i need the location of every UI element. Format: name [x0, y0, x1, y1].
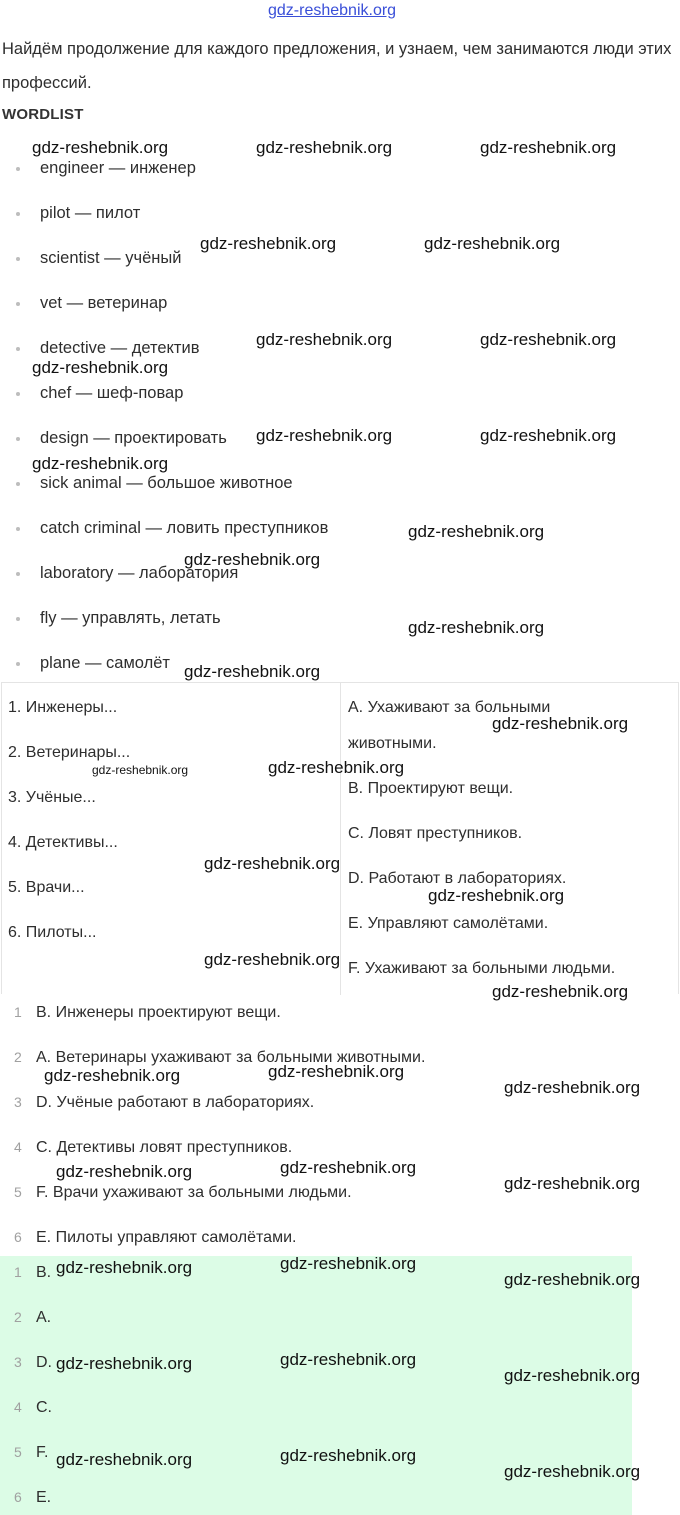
watermark: gdz-reshebnik.org — [204, 854, 341, 873]
watermark: gdz-reshebnik.org — [504, 1270, 641, 1289]
wordlist-item: chef — шеф-повар — [16, 384, 183, 403]
watermark-top-link[interactable]: gdz-reshebnik.org — [268, 2, 397, 19]
answer-row: 5 F. — [14, 1444, 49, 1461]
match-right-item: F. Ухаживают за больными людьми. — [348, 960, 616, 977]
watermark: gdz-reshebnik.org — [268, 758, 405, 777]
bullet-icon — [16, 212, 20, 216]
watermark: gdz-reshebnik.org — [280, 1446, 417, 1465]
bullet-icon — [16, 257, 20, 261]
watermark: gdz-reshebnik.org — [92, 763, 189, 777]
watermark: gdz-reshebnik.org — [480, 330, 617, 349]
watermark: gdz-reshebnik.org — [256, 138, 393, 157]
bullet-icon — [16, 437, 20, 441]
watermark: gdz-reshebnik.org — [256, 426, 393, 445]
watermark: gdz-reshebnik.org — [480, 138, 617, 157]
match-right-item: B. Проектируют вещи. — [348, 780, 514, 797]
sentence-row: 1 B. Инженеры проектируют вещи. — [14, 1004, 281, 1021]
match-right-item: животными. — [348, 735, 437, 752]
watermark: gdz-reshebnik.org — [200, 234, 337, 253]
wordlist-item: sick animal — большое животное — [16, 474, 293, 493]
watermark: gdz-reshebnik.org — [428, 886, 565, 905]
bullet-icon — [16, 617, 20, 621]
watermark: gdz-reshebnik.org — [492, 714, 629, 733]
answer-row: 3 D. — [14, 1354, 52, 1371]
wordlist-item: vet — ветеринар — [16, 294, 167, 313]
watermark: gdz-reshebnik.org — [280, 1254, 417, 1273]
bullet-icon — [16, 167, 20, 171]
wordlist-item: fly — управлять, летать — [16, 609, 221, 628]
watermark: gdz-reshebnik.org — [56, 1162, 193, 1181]
watermark: gdz-reshebnik.org — [480, 426, 617, 445]
sentence-row: 2 A. Ветеринары ухаживают за больными животными. — [14, 1049, 426, 1066]
watermark: gdz-reshebnik.org — [280, 1158, 417, 1177]
wordlist-item: scientist — учёный — [16, 249, 181, 268]
watermark: gdz-reshebnik.org — [184, 662, 321, 681]
bullet-icon — [16, 572, 20, 576]
answer-row: 4 C. — [14, 1399, 52, 1416]
bullet-icon — [16, 482, 20, 486]
match-right-item: D. Работают в лабораториях. — [348, 870, 567, 887]
match-right-item: E. Управляют самолётами. — [348, 915, 549, 932]
bullet-icon — [16, 662, 20, 666]
watermark: gdz-reshebnik.org — [56, 1450, 193, 1469]
match-left-item: 2. Ветеринары... — [8, 744, 131, 761]
wordlist-item: catch criminal — ловить преступников — [16, 519, 328, 538]
watermark: gdz-reshebnik.org — [32, 138, 169, 157]
watermark: gdz-reshebnik.org — [504, 1366, 641, 1385]
sentence-row: 6 E. Пилоты управляют самолётами. — [14, 1229, 297, 1246]
wordlist-heading: WORDLIST — [2, 106, 84, 123]
wordlist-item: detective — детектив — [16, 339, 199, 358]
watermark: gdz-reshebnik.org — [504, 1462, 641, 1481]
wordlist-item: design — проектировать — [16, 429, 227, 448]
wordlist-item: pilot — пилот — [16, 204, 140, 223]
wordlist-item: plane — самолёт — [16, 654, 170, 673]
watermark: gdz-reshebnik.org — [424, 234, 561, 253]
watermark: gdz-reshebnik.org — [204, 950, 341, 969]
watermark: gdz-reshebnik.org — [504, 1174, 641, 1193]
bullet-icon — [16, 347, 20, 351]
wordlist-item: laboratory — лаборатория — [16, 564, 238, 583]
match-right-item: C. Ловят преступников. — [348, 825, 523, 842]
watermark: gdz-reshebnik.org — [44, 1066, 181, 1085]
watermark: gdz-reshebnik.org — [408, 618, 545, 637]
watermark: gdz-reshebnik.org — [56, 1258, 193, 1277]
bullet-icon — [16, 302, 20, 306]
watermark: gdz-reshebnik.org — [256, 330, 393, 349]
sentence-row: 5 F. Врачи ухаживают за больными людьми. — [14, 1184, 352, 1201]
watermark: gdz-reshebnik.org — [184, 550, 321, 569]
watermark: gdz-reshebnik.org — [492, 982, 629, 1001]
watermark: gdz-reshebnik.org — [32, 358, 169, 377]
sentence-row: 4 C. Детективы ловят преступников. — [14, 1139, 293, 1156]
watermark: gdz-reshebnik.org — [56, 1354, 193, 1373]
bullet-icon — [16, 527, 20, 531]
bullet-icon — [16, 392, 20, 396]
watermark: gdz-reshebnik.org — [32, 454, 169, 473]
answer-row: 2 A. — [14, 1309, 52, 1326]
watermark: gdz-reshebnik.org — [280, 1350, 417, 1369]
match-left-item: 3. Учёные... — [8, 789, 96, 806]
watermark: gdz-reshebnik.org — [408, 522, 545, 541]
answer-row: 6 E. — [14, 1489, 52, 1506]
wordlist-item: engineer — инженер — [16, 159, 196, 178]
intro-paragraph: Найдём продолжение для каждого предложения, и узнаем, чем занимаются люди этих профессий. — [2, 40, 672, 92]
match-right-item: A. Ухаживают за больными — [348, 699, 551, 716]
watermark: gdz-reshebnik.org — [268, 1062, 405, 1081]
match-left-item: 1. Инженеры... — [8, 699, 118, 716]
answer-row: 1 B. — [14, 1264, 52, 1281]
sentence-row: 3 D. Учёные работают в лабораториях. — [14, 1094, 315, 1111]
match-left-item: 5. Врачи... — [8, 879, 85, 896]
match-left-item: 4. Детективы... — [8, 834, 118, 851]
watermark: gdz-reshebnik.org — [504, 1078, 641, 1097]
table-divider — [340, 683, 341, 995]
match-left-item: 6. Пилоты... — [8, 924, 97, 941]
